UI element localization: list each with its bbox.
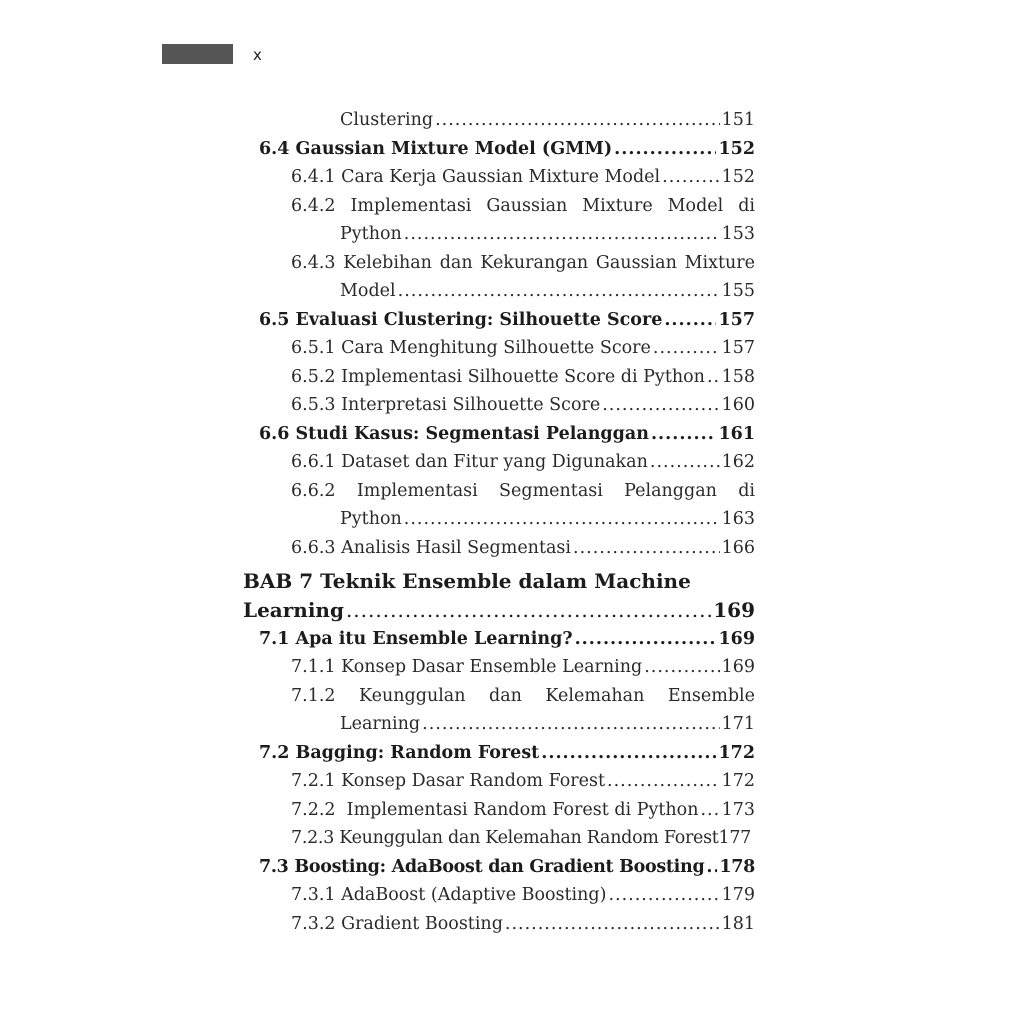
toc-entry-title-line2: Model xyxy=(340,281,396,301)
toc-chapter-page: 169 xyxy=(713,598,755,622)
toc-entry-page: 179 xyxy=(721,885,755,905)
toc-entry[interactable] xyxy=(291,163,755,191)
dot-leader xyxy=(404,220,720,248)
dot-leader xyxy=(541,739,716,767)
toc-entry-title: 6.6.1 Dataset dan Fitur yang Digunakan xyxy=(291,452,648,472)
toc-entry[interactable] xyxy=(340,277,755,305)
dot-leader xyxy=(575,625,717,653)
toc-chapter-title-line1[interactable]: BAB 7 Teknik Ensemble dalam Machine xyxy=(243,569,691,593)
dot-leader xyxy=(505,910,720,938)
dot-leader xyxy=(653,334,720,362)
dot-leader xyxy=(346,596,711,624)
toc-entry-title: 7.1.1 Konsep Dasar Ensemble Learning xyxy=(291,657,643,677)
dot-leader xyxy=(435,106,720,134)
toc-entry-title: Clustering xyxy=(340,110,434,130)
toc-entry-page: 157 xyxy=(718,310,755,330)
dot-leader xyxy=(651,420,717,448)
toc-entry-page: 163 xyxy=(721,509,755,529)
toc-entry-title: 7.3 Boosting: AdaBoost dan Gradient Boosting xyxy=(259,857,705,877)
toc-entry-title: 6.5.1 Cara Menghitung Silhouette Score xyxy=(291,338,651,358)
toc-entry-title: 6.5 Evaluasi Clustering: Silhouette Score xyxy=(259,310,663,330)
dot-leader xyxy=(707,363,720,391)
dot-leader xyxy=(607,767,720,795)
toc-entry-page: 157 xyxy=(721,338,755,358)
toc-entry-title: 6.5.3 Interpretasi Silhouette Score xyxy=(291,395,601,415)
dot-leader xyxy=(664,306,716,334)
toc-section[interactable] xyxy=(259,625,755,653)
toc-entry-page: 160 xyxy=(721,395,755,415)
toc-entry-title: 6.4.1 Cara Kerja Gaussian Mixture Model xyxy=(291,167,661,187)
toc-entry-page: 152 xyxy=(721,167,755,187)
toc-entry[interactable] xyxy=(340,220,755,248)
dot-leader xyxy=(614,135,716,163)
toc-entry-title: 7.2 Bagging: Random Forest xyxy=(259,743,540,763)
toc-entry[interactable] xyxy=(340,505,755,533)
toc-entry-page: 181 xyxy=(721,914,755,934)
dot-leader xyxy=(700,796,719,824)
dot-leader xyxy=(662,163,719,191)
dot-leader xyxy=(422,710,719,738)
toc-entry-page: 161 xyxy=(718,424,755,444)
toc-section[interactable] xyxy=(259,420,755,448)
toc-entry-page: 171 xyxy=(721,714,755,734)
toc-section[interactable] xyxy=(259,739,755,767)
toc-entry-title: 6.4 Gaussian Mixture Model (GMM) xyxy=(259,139,613,159)
toc-entry[interactable] xyxy=(291,334,755,362)
header-bar xyxy=(162,44,233,64)
toc-entry-title-line2: Python xyxy=(340,224,402,244)
toc-entry-title-line2: Learning xyxy=(340,714,421,734)
toc-entry-page: 151 xyxy=(721,110,755,130)
toc-entry-title: 7.2.1 Konsep Dasar Random Forest xyxy=(291,771,606,791)
dot-leader xyxy=(404,505,720,533)
toc-entry-title-line1[interactable]: 6.6.2 Implementasi Segmentasi Pelanggan di xyxy=(291,481,755,501)
toc-entry[interactable] xyxy=(291,448,755,476)
toc-entry-page: 153 xyxy=(721,224,755,244)
toc-entry[interactable] xyxy=(291,653,755,681)
dot-leader xyxy=(608,881,719,909)
toc-entry[interactable] xyxy=(291,534,755,562)
dot-leader xyxy=(573,534,720,562)
toc-entry-title: 7.3.1 AdaBoost (Adaptive Boosting) xyxy=(291,885,607,905)
toc-entry-title: 7.1 Apa itu Ensemble Learning? xyxy=(259,629,573,649)
toc-entry[interactable] xyxy=(291,910,755,938)
toc-section[interactable] xyxy=(259,306,755,334)
dot-leader xyxy=(650,448,720,476)
toc-entry[interactable] xyxy=(291,881,755,909)
dot-leader xyxy=(602,391,719,419)
toc-entry[interactable] xyxy=(291,824,755,852)
dot-leader xyxy=(644,653,719,681)
toc-entry-title-line1[interactable]: 6.4.3 Kelebihan dan Kekurangan Gaussian Mixture xyxy=(291,253,755,273)
toc-entry[interactable] xyxy=(291,767,755,795)
toc-section[interactable] xyxy=(259,135,755,163)
toc-entry-title: 6.6.3 Analisis Hasil Segmentasi xyxy=(291,538,571,558)
toc-entry-title: 6.6 Studi Kasus: Segmentasi Pelanggan xyxy=(259,424,649,444)
toc-chapter[interactable] xyxy=(243,596,755,624)
toc-entry-page: 169 xyxy=(721,657,755,677)
toc-entry-page: 177 xyxy=(718,828,752,848)
toc-entry-title: 7.2.2 Implementasi Random Forest di Python xyxy=(291,800,699,820)
page-number: x xyxy=(253,46,262,64)
toc-entry-page: 152 xyxy=(718,139,755,159)
toc-entry-title-line1[interactable]: 7.1.2 Keunggulan dan Kelemahan Ensemble xyxy=(291,686,755,706)
toc-entry-title: 7.2.3 Keunggulan dan Kelemahan Random Forest xyxy=(291,828,719,848)
dot-leader xyxy=(398,277,720,305)
toc-entry-title: 6.5.2 Implementasi Silhouette Score di Python xyxy=(291,367,705,387)
toc-entry-page: 178 xyxy=(719,857,755,877)
toc-entry-title: 7.3.2 Gradient Boosting xyxy=(291,914,503,934)
toc-entry-page: 173 xyxy=(721,800,755,820)
toc-entry-page: 172 xyxy=(718,743,755,763)
toc-entry[interactable] xyxy=(340,106,755,134)
toc-entry-title-line2: Python xyxy=(340,509,402,529)
toc-entry[interactable] xyxy=(291,363,755,391)
toc-entry-page: 158 xyxy=(721,367,755,387)
dot-leader xyxy=(706,853,717,881)
toc-section[interactable] xyxy=(259,853,755,881)
toc-entry-page: 169 xyxy=(718,629,755,649)
toc-entry[interactable] xyxy=(291,391,755,419)
toc-entry-page: 155 xyxy=(721,281,755,301)
toc-entry-page: 162 xyxy=(721,452,755,472)
toc-entry-page: 166 xyxy=(721,538,755,558)
toc-entry[interactable] xyxy=(340,710,755,738)
toc-entry-page: 172 xyxy=(721,771,755,791)
toc-entry[interactable] xyxy=(291,796,755,824)
toc-chapter-title-line2: Learning xyxy=(243,598,344,622)
toc-entry-title-line1[interactable]: 6.4.2 Implementasi Gaussian Mixture Model di xyxy=(291,196,755,216)
